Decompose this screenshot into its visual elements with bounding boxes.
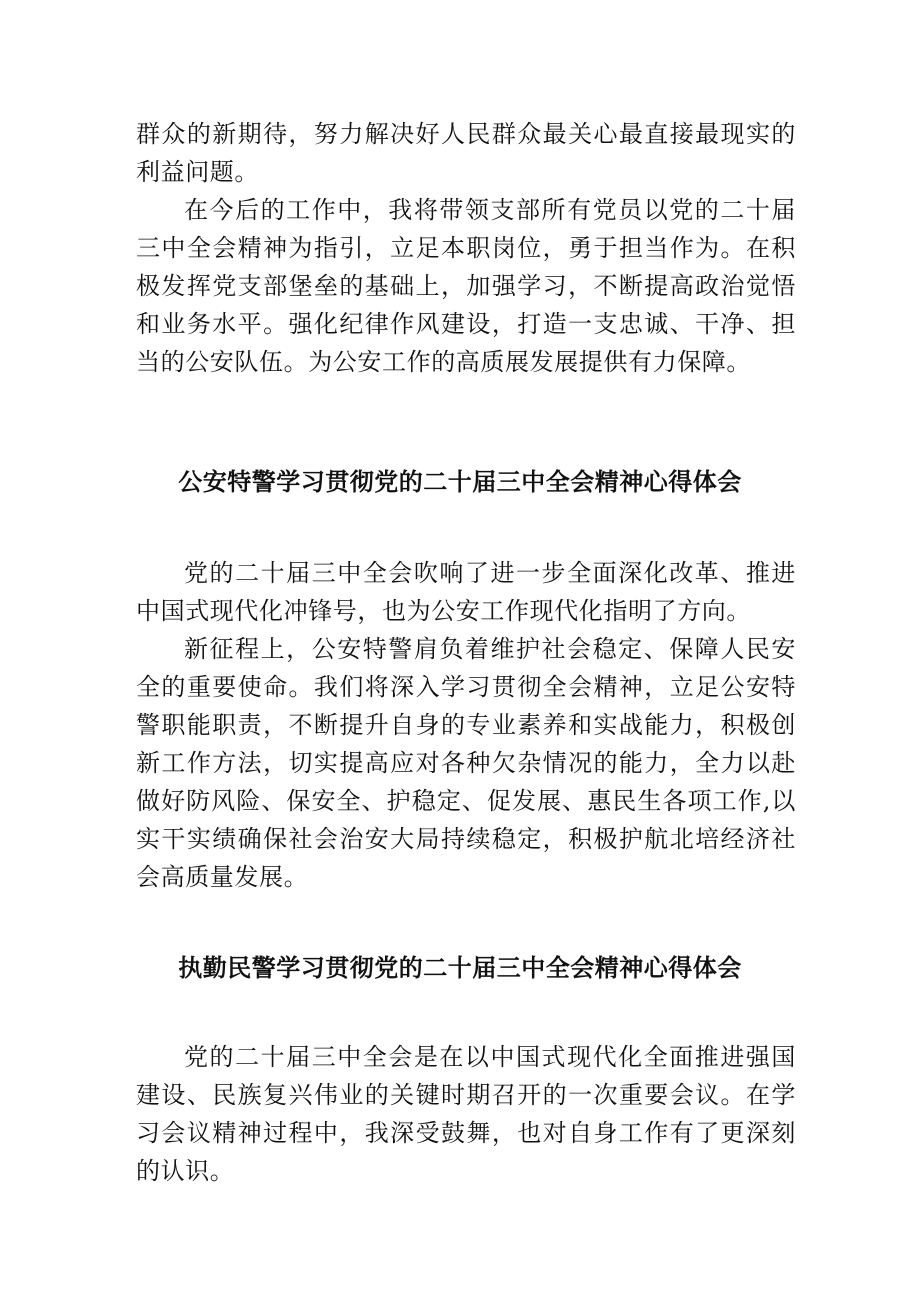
- paragraph: 党的二十届三中全会吹响了进一步全面深化改革、推进中国式现代化冲锋号，也为公安工作现代化指明了方向。: [136, 559, 796, 625]
- paragraph: 在今后的工作中，我将带领支部所有党员以党的二十届三中全会精神为指引，立足本职岗位，勇于担当作为。在积极发挥党支部堡垒的基础上，加强学习，不断提高政治觉悟和业务水平。强化纪律作风建设，打造一支忠诚、干净、担当的公安队伍。为公安工作的高质展发展提供有力保障。: [136, 196, 796, 376]
- section-top: [136, 115, 796, 381]
- paragraph-continued: 群众的新期待，努力解决好人民群众最关心最直接最现实的利益问题。: [136, 120, 796, 186]
- paragraph: 党的二十届三中全会是在以中国式现代化全面推进强国建设、民族复兴伟业的关键时期召开的一次重要会议。在学习会议精神过程中，我深受鼓舞，也对自身工作有了更深刻的认识。: [136, 1043, 796, 1185]
- section-special-police: [136, 554, 796, 896]
- section-heading-duty-police: 执勤民警学习贯彻党的二十届三中全会精神心得体会: [178, 954, 742, 982]
- section-duty-police: [136, 1038, 796, 1190]
- paragraph: 新征程上，公安特警肩负着维护社会稳定、保障人民安全的重要使命。我们将深入学习贯彻全会精神，立足公安特警职能职责，不断提升自身的专业素养和实战能力，积极创新工作方法，切实提高应对各种欠杂情况的能力，全力以赴做好防风险、保安全、护稳定、促发展、惠民生各项工作,以实干实绩确保社会治安大局持续稳定，积极护航北培经济社会高质量发展。: [136, 635, 796, 891]
- section-heading-special-police: 公安特警学习贯彻党的二十届三中全会精神心得体会: [178, 468, 742, 496]
